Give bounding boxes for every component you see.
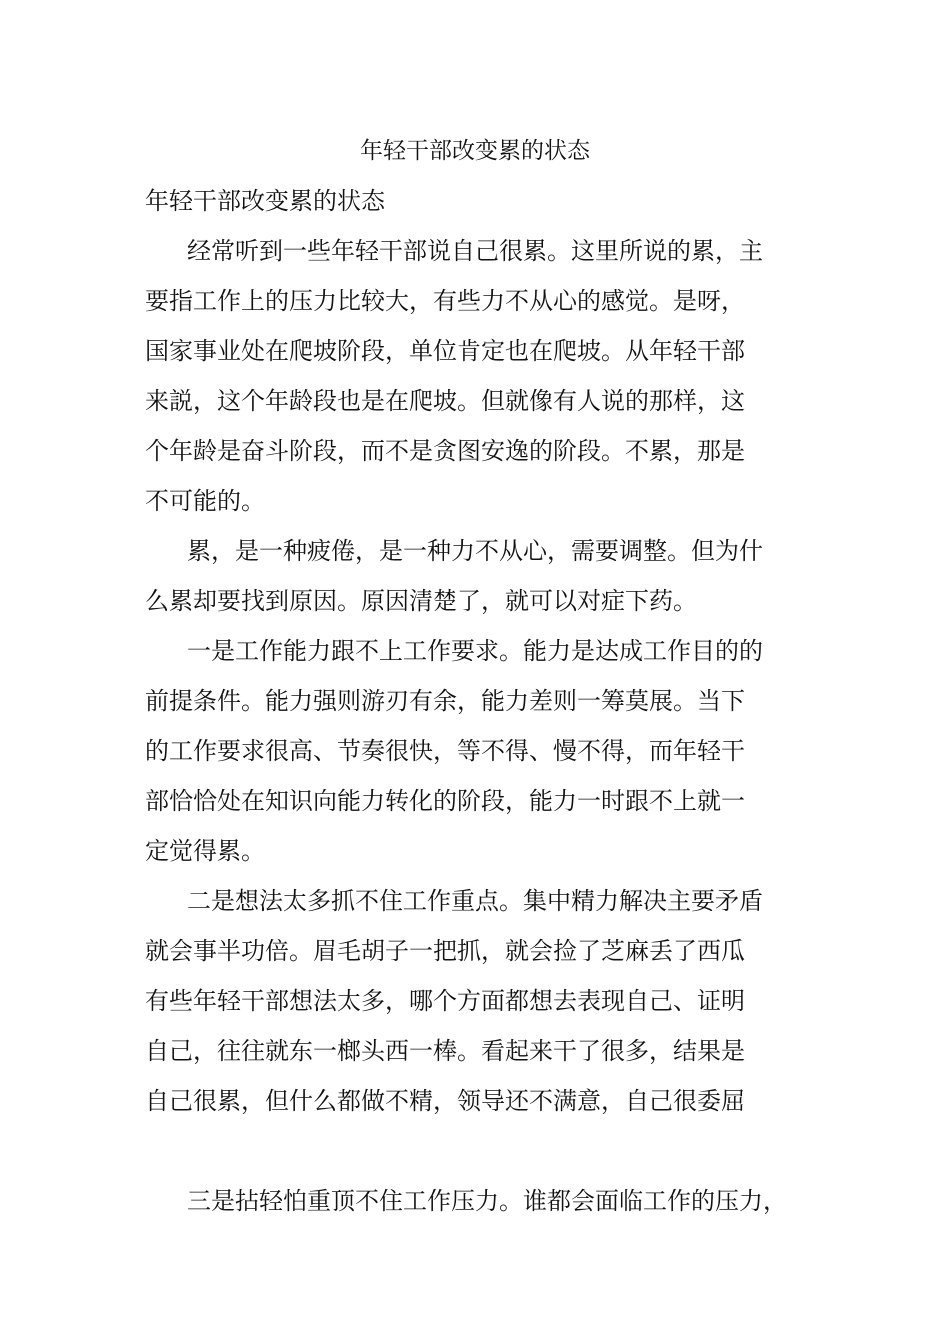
document-subtitle: 年轻干部改变累的状态 <box>145 187 385 215</box>
paragraph-line: 自己很累，但什么都做不精，领导还不满意，自己很委屈 <box>145 1087 745 1115</box>
paragraph-line: 三是拈轻怕重顶不住工作压力。谁都会面临工作的压力， <box>187 1187 787 1215</box>
paragraph-line: 国家事业处在爬坡阶段，单位肯定也在爬坡。从年轻干部 <box>145 337 745 365</box>
paragraph-line: 有些年轻干部想法太多，哪个方面都想去表现自己、证明 <box>145 987 745 1015</box>
paragraph-line: 经常听到一些年轻干部说自己很累。这里所说的累，主 <box>187 237 763 265</box>
paragraph-line: 的工作要求很高、节奏很快，等不得、慢不得，而年轻干 <box>145 737 745 765</box>
paragraph-line: 二是想法太多抓不住工作重点。集中精力解决主要矛盾 <box>187 887 763 915</box>
paragraph-line: 定觉得累。 <box>145 837 265 865</box>
paragraph-line: 就会事半功倍。眉毛胡子一把抓，就会捡了芝麻丢了西瓜 <box>145 937 745 965</box>
paragraph-line: 部恰恰处在知识向能力转化的阶段，能力一时跟不上就一 <box>145 787 745 815</box>
paragraph-line: 要指工作上的压力比较大，有些力不从心的感觉。是呀， <box>145 287 745 315</box>
paragraph-line: 自己，往往就东一榔头西一棒。看起来干了很多，结果是 <box>145 1037 745 1065</box>
paragraph-line: 么累却要找到原因。原因清楚了，就可以对症下药。 <box>145 587 697 615</box>
paragraph-line: 前提条件。能力强则游刃有余，能力差则一筹莫展。当下 <box>145 687 745 715</box>
paragraph-line: 不可能的。 <box>145 487 265 515</box>
document-title: 年轻干部改变累的状态 <box>360 138 590 164</box>
paragraph-line: 一是工作能力跟不上工作要求。能力是达成工作目的的 <box>187 637 763 665</box>
paragraph-line: 来説，这个年龄段也是在爬坡。但就像有人说的那样，这 <box>145 387 745 415</box>
paragraph-line: 个年龄是奋斗阶段，而不是贪图安逸的阶段。不累，那是 <box>145 437 745 465</box>
paragraph-line: 累，是一种疲倦，是一种力不从心，需要调整。但为什 <box>187 537 763 565</box>
